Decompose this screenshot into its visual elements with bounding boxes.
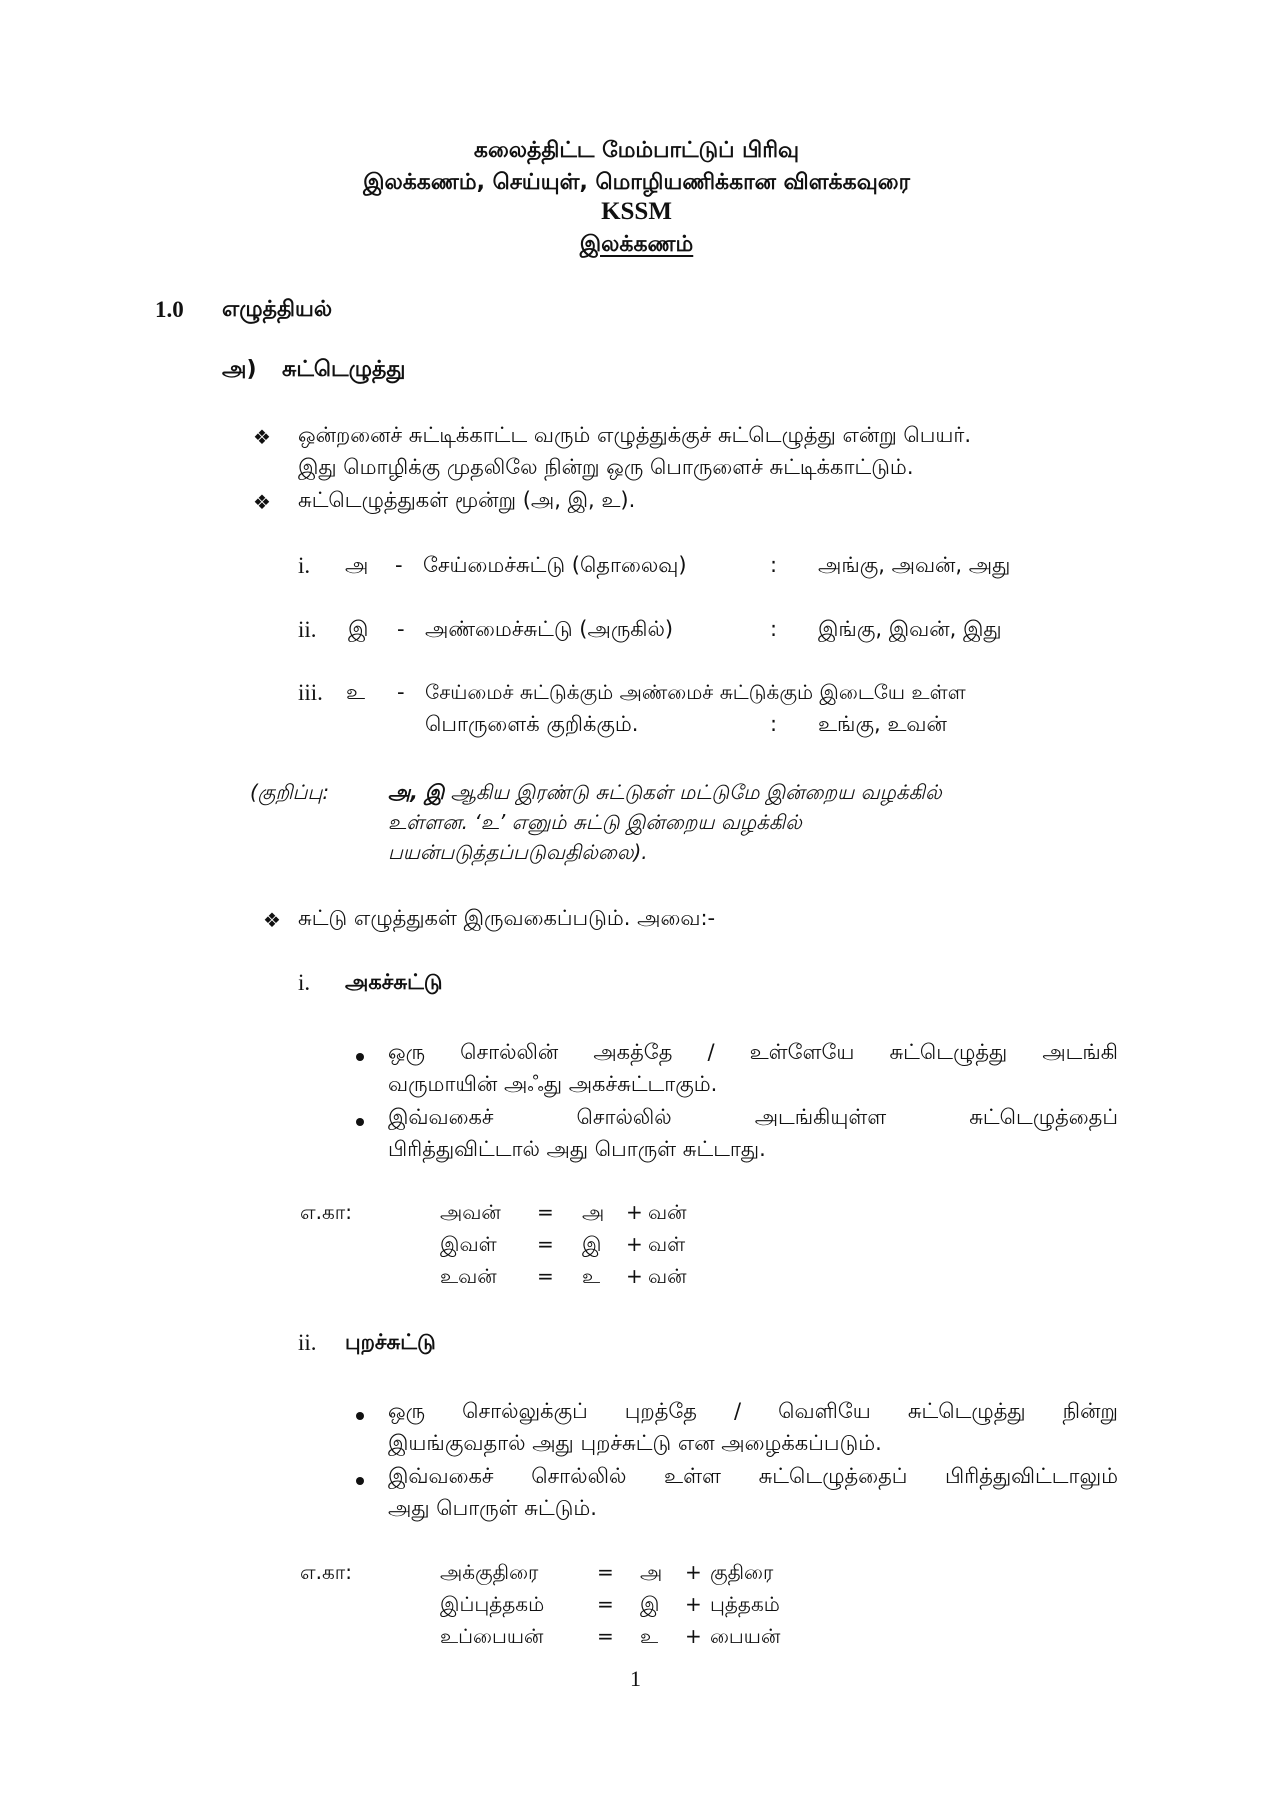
example-part-b: வன் [648,1200,687,1224]
example-plus: + [626,1264,643,1288]
list-letter: உ [346,680,366,704]
example-word: இவள் [440,1232,497,1256]
list-colon: : [770,712,778,736]
note-label: (குறிப்பு: [250,780,330,804]
note-line-1 [388,780,942,807]
example-part-a: அ [582,1200,605,1224]
section-title: எழுத்தியல் [222,297,333,322]
list-dash: - [395,553,403,577]
header-line-2: இலக்கணம், செய்யுள், மொழியணிக்கான விளக்கவுரை [363,170,910,195]
page-number: 1 [630,1666,641,1691]
section-number: 1.0 [155,297,184,322]
example-plus: + [685,1560,702,1584]
note-line-1-rest: ஆகிய இரண்டு சுட்டுகள் மட்டுமே இன்றைய வழக்கில் [444,780,942,804]
example-equals: = [537,1200,554,1224]
example-equals: = [537,1264,554,1288]
example-label: எ.கா: [300,1200,352,1224]
list-number: i. [298,553,311,578]
diamond-bullet-icon: ❖ [253,490,271,514]
example-plus: + [626,1200,643,1224]
subsection-title: சுட்டெழுத்து [282,357,406,382]
example-part-a: இ [640,1592,660,1616]
list-letter: இ [348,617,369,641]
note-line-2: உள்ளன. ‘உ’ எனும் சுட்டு இன்றைய வழக்கில் [388,810,802,834]
subsection-label: அ) [222,357,257,382]
list-description: அண்மைச்சுட்டு (அருகில்) [425,617,674,641]
note-bold: அ, இ [388,780,445,804]
note-line-3: பயன்படுத்தப்படுவதில்லை). [388,840,648,864]
example-word: இப்புத்தகம் [440,1592,545,1616]
list-colon: : [770,617,778,641]
list-number: iii. [298,680,323,705]
example-part-b: பையன் [710,1624,781,1648]
bullet-text: சுட்டு எழுத்துகள் இருவகைப்படும். அவை:- [298,906,716,930]
example-part-b: குதிரை [710,1560,774,1584]
point-text: பிரித்துவிட்டால் அது பொருள் சுட்டாது. [388,1137,766,1161]
example-part-a: இ [582,1232,602,1256]
list-letter: அ [345,553,369,577]
bullet-dot-icon [356,1412,364,1420]
list-description: சேய்மைச் சுட்டுக்கும் அண்மைச் சுட்டுக்கும் இடையே உள்ள [425,680,966,704]
example-equals: = [597,1624,614,1648]
point-text: இயங்குவதால் அது புறச்சுட்டு என அழைக்கப்படும். [388,1431,882,1455]
point-text: அது பொருள் சுட்டும். [388,1496,597,1520]
example-plus: + [685,1592,702,1616]
point-text: ஒரு சொல்லுக்குப் புறத்தே / வெளியே சுட்டெழுத்து நின்று [388,1399,1118,1423]
header-line-3: KSSM [601,198,672,225]
list-examples: உங்கு, உவன் [818,712,947,736]
point-text: வருமாயின் அஃது அகச்சுட்டாகும். [388,1072,718,1096]
point-text: இவ்வகைச் சொல்லில் அடங்கியுள்ள சுட்டெழுத்தைப் [388,1105,1118,1129]
bullet-dot-icon [356,1118,364,1126]
bullet-text: இது மொழிக்கு முதலிலே நின்று ஒரு பொருளைச் சுட்டிக்காட்டும். [298,455,914,479]
example-word: உவன் [440,1264,497,1288]
bullet-text: சுட்டெழுத்துகள் மூன்று (அ, இ, உ). [298,488,636,512]
point-text: இவ்வகைச் சொல்லில் உள்ள சுட்டெழுத்தைப் பிரித்துவிட்டாலும் [388,1464,1118,1488]
point-text: ஒரு சொல்லின் அகத்தே / உள்ளேயே சுட்டெழுத்து அடங்கி [388,1040,1118,1064]
diamond-bullet-icon: ❖ [263,908,281,932]
example-part-a: அ [640,1560,663,1584]
example-part-a: உ [582,1264,601,1288]
example-plus: + [626,1232,643,1256]
type-number: i. [298,970,311,995]
example-part-b: புத்தகம் [710,1592,780,1616]
example-label: எ.கா: [300,1560,352,1584]
type-title: புறச்சுட்டு [345,1330,436,1354]
example-equals: = [597,1560,614,1584]
list-colon: : [770,553,778,577]
bullet-text: ஒன்றனைச் சுட்டிக்காட்ட வரும் எழுத்துக்குச் சுட்டெழுத்து என்று பெயர். [298,423,972,447]
type-title: அகச்சுட்டு [345,970,443,994]
example-part-b: வன் [648,1264,687,1288]
type-number: ii. [298,1330,317,1355]
list-description: சேய்மைச்சுட்டு (தொலைவு) [423,553,687,577]
header-line-1: கலைத்திட்ட மேம்பாட்டுப் பிரிவு [473,138,800,163]
bullet-dot-icon [356,1053,364,1061]
example-word: உப்பையன் [440,1624,544,1648]
diamond-bullet-icon: ❖ [253,425,271,449]
header-title: இலக்கணம் [579,232,694,257]
example-word: அவன் [440,1200,501,1224]
example-part-b: வள் [648,1232,686,1256]
bullet-dot-icon [356,1477,364,1485]
list-examples: இங்கு, இவன், இது [818,617,1002,641]
list-number: ii. [298,617,317,642]
example-equals: = [537,1232,554,1256]
example-equals: = [597,1592,614,1616]
list-dash: - [397,617,405,641]
list-description-cont: பொருளைக் குறிக்கும். [425,712,639,736]
list-dash: - [397,680,405,704]
example-plus: + [685,1624,702,1648]
list-examples: அங்கு, அவன், அது [818,553,1011,577]
example-word: அக்குதிரை [440,1560,539,1584]
example-part-a: உ [640,1624,659,1648]
